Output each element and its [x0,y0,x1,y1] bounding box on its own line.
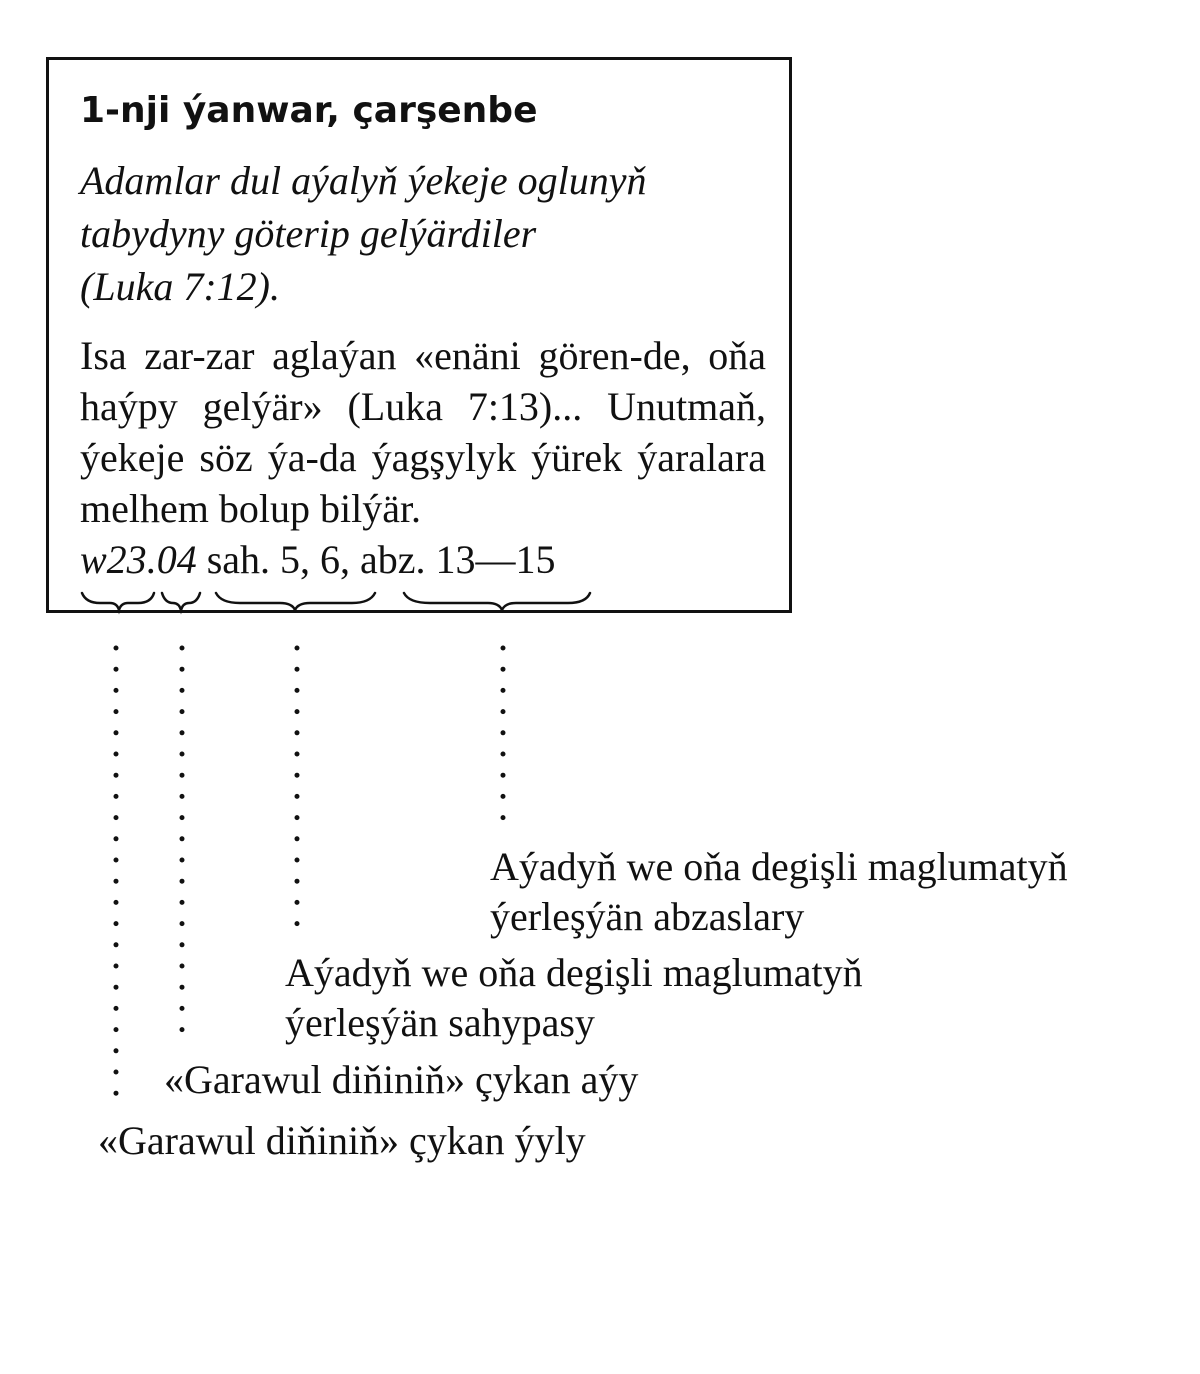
brace-pages [216,593,375,610]
label-paragraphs [490,842,1068,942]
comment-text: Isa zar-zar aglaýan «enäni gören-de, oňa haýpy gelýär» (Luka 7:13)... Unutmaň, ýekeje söz ýa-da ýagşylyk ýürek ýaralara melhem bolup bilýär. [80,333,766,531]
ref-issue-code: 04 [156,537,197,582]
brace-issue [162,593,200,610]
label-month: «Garawul diňiniň» çykan aýy [164,1057,639,1102]
label-paragraphs-line-2: ýerleşýän abzaslary [490,894,805,939]
ref-dot: . [146,537,157,582]
ref-year-code: w23 [80,537,147,582]
brace-paragraphs [404,593,590,610]
label-page [285,948,863,1048]
label-paragraphs-line-1: Aýadyň we oňa degişli maglumatyň [490,844,1068,889]
ref-paragraphs: abz. 13—15 [360,537,556,582]
label-page-line-2: ýerleşýän sahypasy [285,1000,595,1045]
label-year: «Garawul diňiniň» çykan ýyly [98,1118,586,1163]
verse-line-3: (Luka 7:12). [80,264,280,309]
brace-year [82,593,154,610]
ref-pages: sah. 5, 6, [206,537,351,582]
verse-line-1: Adamlar dul aýalyň ýekeje oglunyň [80,158,647,203]
date-heading: 1-nji ýanwar, çarşenbe [80,90,538,131]
label-page-line-1: Aýadyň we oňa degişli maglumatyň [285,950,863,995]
verse-line-2: tabydyny göterip gelýärdiler [80,211,537,256]
